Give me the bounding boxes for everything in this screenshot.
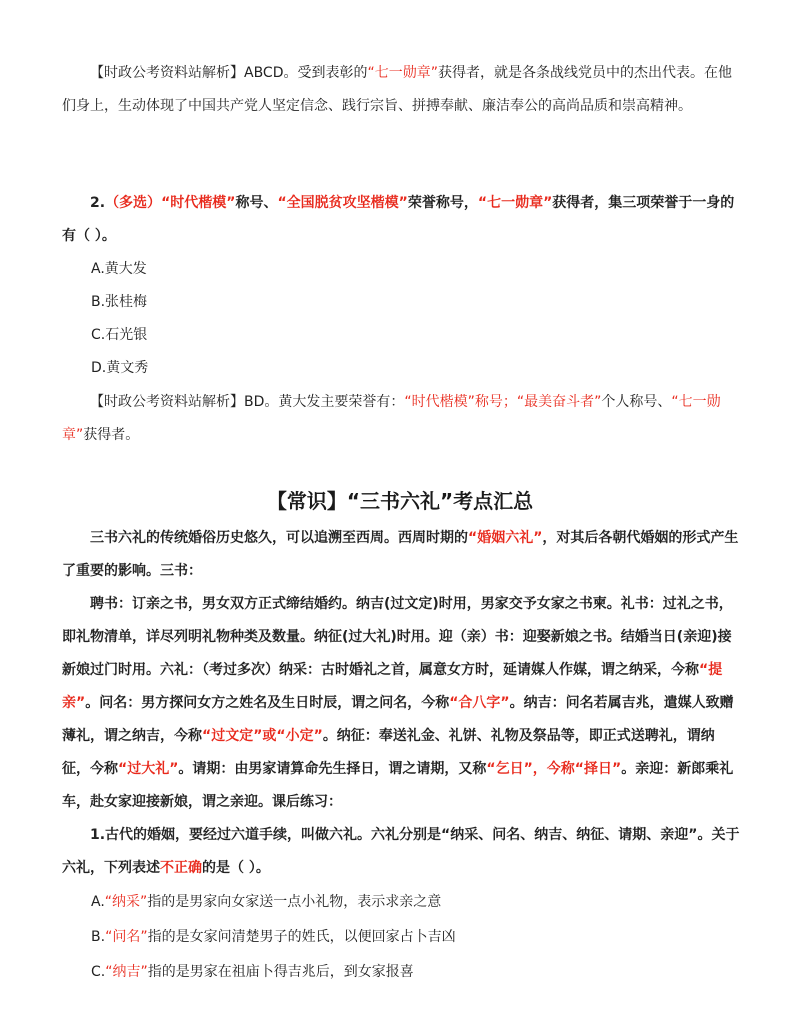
question-2-title-1: “时代楷模” bbox=[161, 195, 236, 211]
section-title: 【常识】“三书六礼”考点汇总 bbox=[266, 489, 534, 513]
option-a-text: 指的是男家向女家送一点小礼物，表示求亲之意 bbox=[147, 894, 442, 910]
analysis-2-mid: 个人称号、 bbox=[601, 394, 672, 410]
analysis-1-highlight: “七一勋章” bbox=[367, 65, 439, 81]
section-highlight-tiqin: “提亲” bbox=[62, 662, 723, 711]
option-b-prefix: B. bbox=[91, 929, 106, 945]
analysis-2-highlight-3: “七一勋章” bbox=[62, 394, 721, 443]
section-intro-b: ，对其后各朝代婚姻的形式产生了重要的影响。三书： bbox=[62, 530, 739, 579]
question-2-stem-3: 获得者，集三项荣誉于一身的有（ ）。 bbox=[62, 195, 735, 244]
question-1-option-b bbox=[91, 921, 456, 954]
option-a-prefix: A. bbox=[91, 894, 105, 910]
section-highlight-zeri: “乞日”，今称“择日” bbox=[486, 761, 622, 777]
question-2-option-c: C.石光银 bbox=[91, 327, 148, 343]
option-a-term: “纳采” bbox=[104, 894, 148, 910]
question-2-stem bbox=[62, 187, 742, 253]
question-2-option-d: D.黄文秀 bbox=[91, 360, 149, 376]
option-c-text: 指的是男家在祖庙卜得吉兆后，到女家报喜 bbox=[147, 964, 414, 980]
question-2-stem-2: 荣誉称号， bbox=[407, 195, 478, 211]
section-highlight-guodali: “过大礼” bbox=[118, 761, 179, 777]
section-body-4: 。纳征：奉送礼金、礼饼、礼物及祭品等，即正式送聘礼，谓纳征，今称 bbox=[62, 728, 715, 777]
question-1-stem bbox=[62, 819, 742, 885]
question-1-text-b: 的是（ ）。 bbox=[202, 860, 270, 876]
question-2-option-a: A.黄大发 bbox=[91, 261, 147, 277]
analysis-1-paragraph bbox=[62, 57, 742, 123]
option-b-term: “问名” bbox=[105, 929, 148, 945]
section-body-5: 。请期：由男家请算命先生择日，谓之请期，又称 bbox=[178, 761, 487, 777]
question-2-option-b: B.张桂梅 bbox=[91, 294, 148, 310]
section-body-2: 。问名：男方探问女方之姓名及生日时辰，谓之问名，今称 bbox=[85, 695, 450, 711]
analysis-1-label: 【时政公考资料站解析】ABCD。受到表彰的 bbox=[90, 65, 368, 81]
section-intro bbox=[62, 522, 742, 588]
question-1-option-c bbox=[91, 956, 414, 989]
analysis-2-highlight-1: “时代楷模”称号； bbox=[404, 394, 517, 410]
option-c-prefix: C. bbox=[91, 964, 106, 980]
section-highlight-guowending: “过文定”或“小定” bbox=[202, 728, 323, 744]
question-2-stem-1: 称号、 bbox=[235, 195, 278, 211]
question-1-option-a bbox=[91, 886, 441, 919]
analysis-2-highlight-2: “最美奋斗者” bbox=[516, 394, 602, 410]
section-body bbox=[62, 588, 742, 819]
analysis-1-text: 获得者，就是各条战线党员中的杰出代表。在他们身上，生动体现了中国共产党人坚定信念、践行宗旨、拼搏奉献、廉洁奉公的高尚品质和崇高精神。 bbox=[62, 65, 733, 114]
section-highlight-hebazi: “合八字” bbox=[449, 695, 510, 711]
analysis-2-label: 【时政公考资料站解析】BD。黄大发主要荣誉有： bbox=[90, 394, 405, 410]
section-intro-highlight: “婚姻六礼” bbox=[468, 530, 543, 546]
section-body-6: 。亲迎：新郎乘礼车，赴女家迎接新娘，谓之亲迎。课后练习： bbox=[62, 761, 734, 810]
section-intro-a: 三书六礼的传统婚俗历史悠久，可以追溯至西周。西周时期的 bbox=[90, 530, 468, 546]
question-2-number: 2. bbox=[90, 195, 106, 211]
option-b-text: 指的是女家问清楚男子的姓氏，以便回家占卜吉凶 bbox=[147, 929, 456, 945]
section-body-3: 。纳吉：问名若属吉兆，遣媒人致赠薄礼，谓之纳吉，今称 bbox=[62, 695, 734, 744]
question-2-title-3: “七一勋章” bbox=[477, 195, 553, 211]
analysis-2-end: 获得者。 bbox=[83, 427, 140, 443]
analysis-2-paragraph bbox=[62, 386, 742, 452]
question-2-title-2: “全国脱贫攻坚楷模” bbox=[277, 195, 408, 211]
question-1-text-a: 1.古代的婚姻，要经过六道手续，叫做六礼。六礼分别是“纳采、问名、纳吉、纳征、请期、亲迎”。关于六礼，下列表述 bbox=[62, 827, 740, 876]
question-2-type: （多选） bbox=[105, 195, 162, 211]
option-c-term: “纳吉” bbox=[105, 964, 148, 980]
section-body-1: 聘书：订亲之书，男女双方正式缔结婚约。纳吉(过文定)时用，男家交予女家之书柬。礼书：过礼之书，即礼物清单，详尽列明礼物种类及数量。纳征(过大礼)时用。迎（亲）书：迎娶新娘之书。结婚当日(亲迎)接新娘过门时用。六礼：（考过多次）纳采：古时婚礼之首，属意女方时，延请媒人作媒，谓之纳采，今称 bbox=[62, 596, 733, 678]
question-1-highlight: 不正确 bbox=[160, 860, 202, 876]
